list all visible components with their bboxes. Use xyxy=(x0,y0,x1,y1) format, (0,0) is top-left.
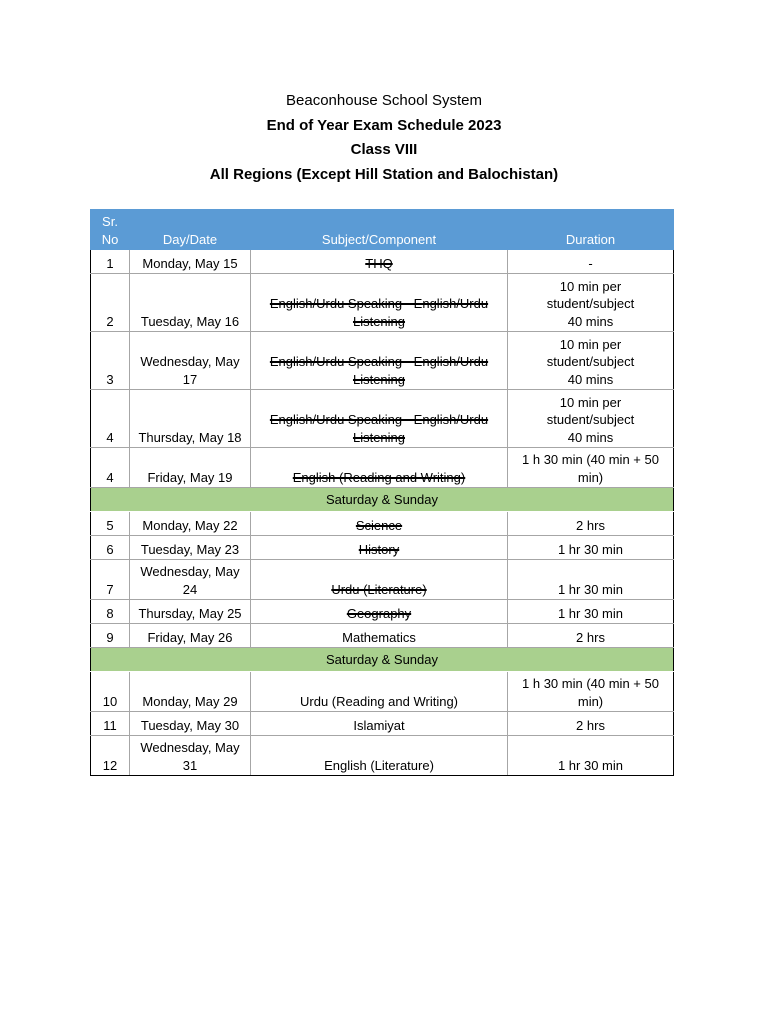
duration-cell-text: 2 hrs xyxy=(576,629,605,645)
duration-cell-text: 1 hr 30 min xyxy=(557,581,624,597)
sr-no-cell xyxy=(91,560,130,600)
day-date-cell xyxy=(130,672,251,712)
subject-cell xyxy=(251,536,508,560)
day-date-cell-text: Tuesday, May 23 xyxy=(140,541,240,557)
weekend-label: Saturday & Sunday xyxy=(91,488,674,512)
day-date-cell-text: Wednesday, May xyxy=(140,354,240,369)
document-header xyxy=(0,89,768,187)
subject-cell-text: English (Reading and Writing) xyxy=(292,469,466,485)
duration-cell-text: 10 min per xyxy=(559,278,622,294)
subject-cell-text: THQ xyxy=(365,255,393,271)
schedule-row xyxy=(91,672,674,712)
sr-no-cell xyxy=(91,536,130,560)
subject-cell xyxy=(251,332,508,390)
duration-cell xyxy=(508,600,674,624)
duration-cell xyxy=(508,332,674,390)
sr-no-cell-text: 11 xyxy=(103,717,117,733)
sr-no-cell-text: 8 xyxy=(106,605,114,621)
schedule-row xyxy=(91,712,674,736)
day-date-cell xyxy=(130,448,251,488)
duration-cell-text: student/subject xyxy=(546,354,635,369)
weekend-row xyxy=(91,648,674,672)
duration-cell-text: 1 h 30 min (40 min + 50 xyxy=(522,452,659,467)
schedule-title: End of Year Exam Schedule 2023 xyxy=(266,116,502,134)
day-date-cell xyxy=(130,536,251,560)
subject-cell-text: Geography xyxy=(346,605,412,621)
day-date-cell-text: Thursday, May 25 xyxy=(138,605,242,621)
sr-no-cell xyxy=(91,672,130,712)
day-date-cell-text: Monday, May 29 xyxy=(142,693,238,709)
sr-no-cell-text: 2 xyxy=(106,313,114,329)
exam-schedule-table xyxy=(90,209,674,776)
day-date-cell-text: Friday, May 26 xyxy=(147,629,233,645)
column-header-sr-no xyxy=(91,210,130,250)
schedule-row xyxy=(91,448,674,488)
day-date-cell xyxy=(130,624,251,648)
sr-no-cell-text: 12 xyxy=(102,757,118,773)
subject-cell xyxy=(251,512,508,536)
sr-no-cell xyxy=(91,390,130,448)
sr-no-cell xyxy=(91,512,130,536)
day-date-cell xyxy=(130,712,251,736)
duration-cell-text: 1 hr 30 min xyxy=(557,757,624,773)
day-date-cell-text: Tuesday, May 16 xyxy=(140,313,240,329)
duration-cell-text: 1 h 30 min (40 min + 50 xyxy=(522,676,659,691)
subject-cell xyxy=(251,736,508,776)
day-date-cell-text: Thursday, May 18 xyxy=(138,429,242,445)
subject-cell xyxy=(251,448,508,488)
duration-cell-text: - xyxy=(588,255,593,271)
sr-no-cell-text: 7 xyxy=(106,581,114,597)
subject-cell-text: Islamiyat xyxy=(353,717,405,733)
duration-cell-text: 10 min per xyxy=(559,336,622,352)
duration-cell xyxy=(508,250,674,274)
schedule-row xyxy=(91,390,674,448)
duration-cell-text: min) xyxy=(577,469,604,485)
duration-cell xyxy=(508,560,674,600)
schedule-row xyxy=(91,512,674,536)
day-date-cell-text: Monday, May 22 xyxy=(142,517,238,533)
sr-no-cell xyxy=(91,448,130,488)
duration-cell xyxy=(508,448,674,488)
subject-cell-text: Urdu (Literature) xyxy=(331,581,427,597)
duration-cell xyxy=(508,536,674,560)
weekend-label: Saturday & Sunday xyxy=(91,648,674,672)
sr-no-cell xyxy=(91,624,130,648)
duration-cell xyxy=(508,712,674,736)
sr-no-cell xyxy=(91,712,130,736)
day-date-cell xyxy=(130,332,251,390)
duration-cell xyxy=(508,624,674,648)
duration-cell-text: 40 mins xyxy=(567,371,614,387)
subject-cell-text: History xyxy=(358,541,400,557)
duration-cell-text: 2 hrs xyxy=(576,517,605,533)
day-date-cell xyxy=(130,250,251,274)
schedule-row xyxy=(91,332,674,390)
subject-cell-text: Science xyxy=(355,517,403,533)
day-date-cell xyxy=(130,512,251,536)
day-date-cell-text: Tuesday, May 30 xyxy=(140,717,240,733)
duration-cell xyxy=(508,672,674,712)
subject-cell xyxy=(251,672,508,712)
sr-no-cell-text: 1 xyxy=(106,255,114,271)
subject-cell-text: Listening xyxy=(352,371,406,387)
sr-no-cell-text: 9 xyxy=(106,629,114,645)
day-date-cell-text: 31 xyxy=(182,757,198,773)
organization-name: Beaconhouse School System xyxy=(286,92,482,109)
day-date-cell-text: Wednesday, May xyxy=(140,564,240,579)
schedule-row xyxy=(91,600,674,624)
sr-no-cell xyxy=(91,736,130,776)
sr-no-cell xyxy=(91,332,130,390)
duration-cell-text: 1 hr 30 min xyxy=(557,541,624,557)
subject-cell xyxy=(251,250,508,274)
day-date-cell-text: Wednesday, May xyxy=(140,740,240,755)
sr-no-cell xyxy=(91,600,130,624)
subject-cell-text: Urdu (Reading and Writing) xyxy=(300,693,458,709)
duration-cell xyxy=(508,274,674,332)
duration-cell-text: 40 mins xyxy=(567,429,614,445)
sr-no-cell-text: 6 xyxy=(106,541,114,557)
duration-cell xyxy=(508,390,674,448)
column-header-duration: Duration xyxy=(508,210,674,250)
schedule-row xyxy=(91,536,674,560)
duration-cell-text: 40 mins xyxy=(567,313,614,329)
sr-no-cell-text: 4 xyxy=(106,429,114,445)
duration-cell-text: 1 hr 30 min xyxy=(557,605,624,621)
day-date-cell-text: Monday, May 15 xyxy=(142,255,238,271)
day-date-cell xyxy=(130,390,251,448)
sr-no-cell-text: 5 xyxy=(106,517,114,533)
subject-cell-text: English/Urdu Speaking - English/Urdu xyxy=(269,296,489,311)
subject-cell xyxy=(251,624,508,648)
subject-cell-text: Mathematics xyxy=(342,629,416,645)
sr-no-cell-text: 4 xyxy=(106,469,114,485)
class-name: Class VIII xyxy=(350,141,418,158)
duration-cell-text: 2 hrs xyxy=(576,717,605,733)
subject-cell xyxy=(251,390,508,448)
regions-note: All Regions (Except Hill Station and Balochistan) xyxy=(209,165,559,183)
duration-cell-text: min) xyxy=(577,693,604,709)
header-sr-line2: No xyxy=(101,231,119,247)
day-date-cell xyxy=(130,600,251,624)
header-sr-line1: Sr. xyxy=(102,214,118,229)
column-header-subject: Subject/Component xyxy=(251,210,508,250)
column-header-day-date: Day/Date xyxy=(130,210,251,250)
weekend-row xyxy=(91,488,674,512)
duration-cell-text: student/subject xyxy=(546,296,635,311)
table-header-row xyxy=(91,210,674,250)
schedule-row xyxy=(91,560,674,600)
schedule-row xyxy=(91,736,674,776)
subject-cell xyxy=(251,274,508,332)
day-date-cell xyxy=(130,560,251,600)
subject-cell xyxy=(251,560,508,600)
sr-no-cell-text: 3 xyxy=(106,371,114,387)
subject-cell-text: Listening xyxy=(352,313,406,329)
duration-cell-text: 10 min per xyxy=(559,394,622,410)
table-body xyxy=(91,250,674,776)
subject-cell-text: Listening xyxy=(352,429,406,445)
day-date-cell-text: 24 xyxy=(182,581,198,597)
day-date-cell-text: 17 xyxy=(182,371,198,387)
subject-cell-text: English/Urdu Speaking - English/Urdu xyxy=(269,354,489,369)
schedule-row xyxy=(91,250,674,274)
duration-cell-text: student/subject xyxy=(546,412,635,427)
subject-cell-text: English/Urdu Speaking - English/Urdu xyxy=(269,412,489,427)
schedule-row xyxy=(91,624,674,648)
day-date-cell-text: Friday, May 19 xyxy=(147,469,233,485)
sr-no-cell xyxy=(91,250,130,274)
day-date-cell xyxy=(130,736,251,776)
subject-cell xyxy=(251,600,508,624)
duration-cell xyxy=(508,736,674,776)
subject-cell xyxy=(251,712,508,736)
schedule-row xyxy=(91,274,674,332)
sr-no-cell xyxy=(91,274,130,332)
subject-cell-text: English (Literature) xyxy=(324,757,434,773)
sr-no-cell-text: 10 xyxy=(102,693,118,709)
duration-cell xyxy=(508,512,674,536)
day-date-cell xyxy=(130,274,251,332)
